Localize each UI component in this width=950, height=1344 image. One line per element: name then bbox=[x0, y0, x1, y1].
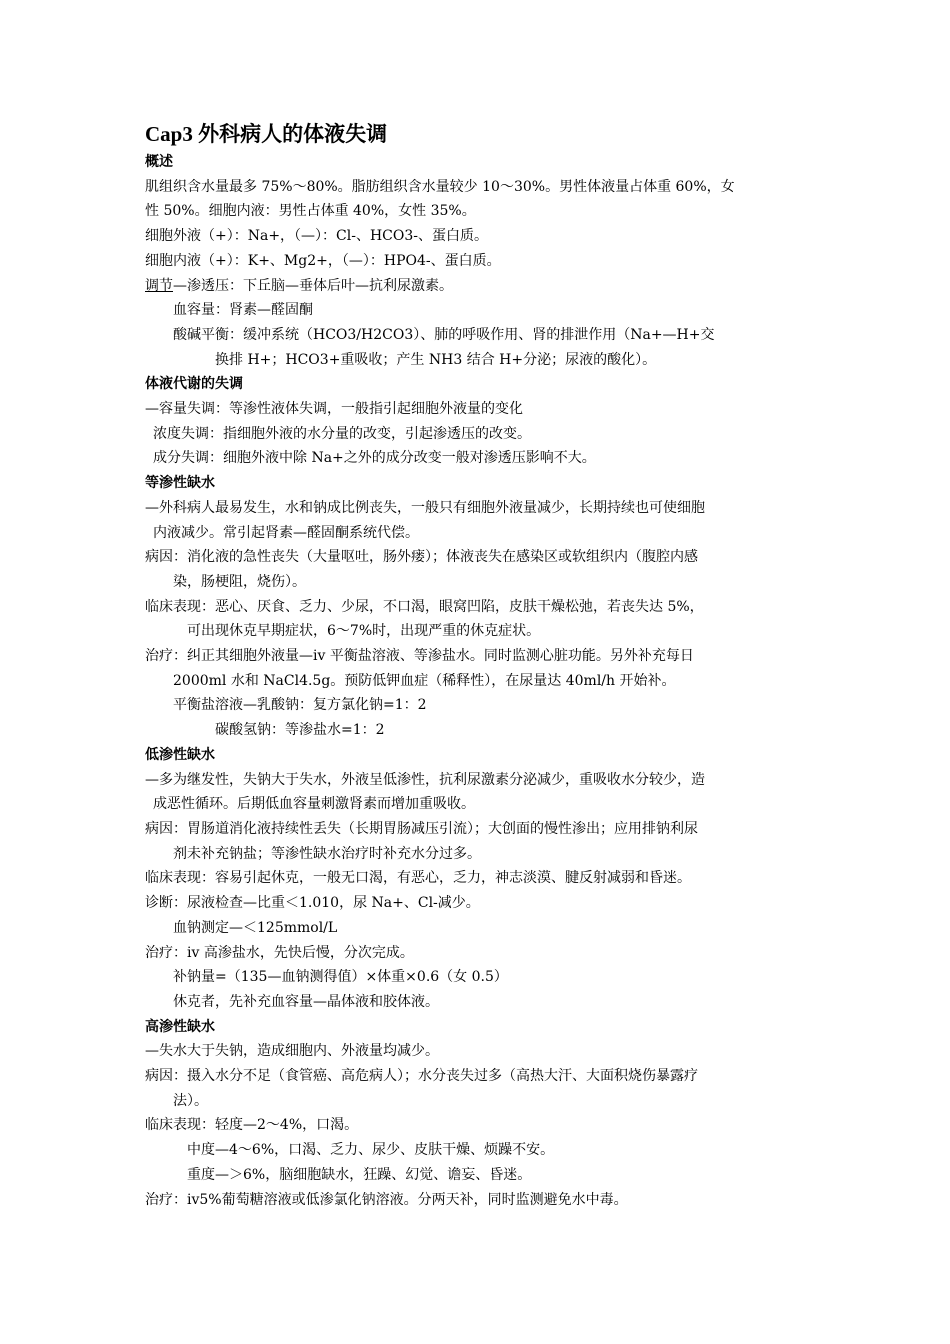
text-line: 病因：胃肠道消化液持续性丢失（长期胃肠减压引流）；大创面的慢性渗出；应用排钠利尿 bbox=[145, 820, 698, 837]
text-line: 剂未补充钠盐；等渗性缺水治疗时补充水分过多。 bbox=[173, 845, 481, 862]
regulation-text: —渗透压：下丘脑—垂体后叶—抗利尿激素。 bbox=[173, 277, 453, 294]
text-line: 临床表现：容易引起休克，一般无口渴，有恶心，乏力，神志淡漠、腱反射减弱和昏迷。 bbox=[145, 870, 691, 887]
text-line: 临床表现：轻度—2～4%，口渴。 bbox=[145, 1117, 359, 1134]
section-heading-hypotonic: 低渗性缺水 bbox=[145, 746, 215, 763]
text-line: 细胞外液（+）：Na+，（—）：Cl-、HCO3-、蛋白质。 bbox=[145, 228, 489, 245]
text-line: 浓度失调：指细胞外液的水分量的改变，引起渗透压的改变。 bbox=[153, 425, 531, 442]
text-line: 肌组织含水量最多 75%～80%。脂肪组织含水量较少 10～30%。男性体液量占体重 60%，女 bbox=[145, 178, 735, 195]
section-heading-hypertonic: 高渗性缺水 bbox=[145, 1018, 215, 1035]
text-line: 休克者，先补充血容量—晶体液和胶体液。 bbox=[173, 993, 439, 1010]
text-line: —容量失调：等渗性液体失调，一般指引起细胞外液量的变化 bbox=[145, 401, 523, 418]
text-line: 酸碱平衡：缓冲系统（HCO3/H2CO3）、肺的呼吸作用、肾的排泄作用（Na+—H+交 bbox=[173, 326, 715, 343]
text-line: 中度—4～6%，口渴、乏力、尿少、皮肤干燥、烦躁不安。 bbox=[187, 1142, 555, 1159]
text-line: 重度—＞6%，脑细胞缺水，狂躁、幻觉、谵妄、昏迷。 bbox=[187, 1166, 532, 1183]
text-line: 性 50%。细胞内液：男性占体重 40%，女性 35%。 bbox=[145, 203, 476, 220]
text-line: 血容量：肾素—醛固酮 bbox=[173, 302, 313, 319]
text-line: 治疗：纠正其细胞外液量—iv 平衡盐溶液、等渗盐水。同时监测心脏功能。另外补充每日 bbox=[145, 648, 694, 665]
text-line-regulation bbox=[145, 274, 815, 299]
text-line: 成分失调：细胞外液中除 Na+之外的成分改变一般对渗透压影响不大。 bbox=[153, 450, 596, 467]
text-line: 诊断：尿液检查—比重＜1.010，尿 Na+、Cl-减少。 bbox=[145, 895, 480, 912]
section-heading-metabolism: 体液代谢的失调 bbox=[145, 376, 243, 393]
text-line: 法）。 bbox=[173, 1092, 208, 1109]
text-line: 可出现休克早期症状，6～7%时，出现严重的休克症状。 bbox=[187, 623, 541, 640]
document-page bbox=[145, 118, 815, 1212]
text-line: —外科病人最易发生，水和钠成比例丧失，一般只有细胞外液量减少，长期持续也可使细胞 bbox=[145, 499, 705, 516]
text-line: 内液减少。常引起肾素—醛固酮系统代偿。 bbox=[153, 524, 419, 541]
document-title: Cap3 外科病人的体液失调 bbox=[145, 122, 388, 146]
text-line: 病因：消化液的急性丧失（大量呕吐，肠外瘘）；体液丧失在感染区或软组织内（腹腔内感 bbox=[145, 549, 698, 566]
text-line: 病因：摄入水分不足（食管癌、高危病人）；水分丧失过多（高热大汗、大面积烧伤暴露疗 bbox=[145, 1068, 698, 1085]
text-line: 染，肠梗阻，烧伤）。 bbox=[173, 573, 306, 590]
regulation-label: 调节 bbox=[145, 277, 173, 294]
text-line: 治疗：iv 高渗盐水，先快后慢，分次完成。 bbox=[145, 944, 414, 961]
section-heading-overview: 概述 bbox=[145, 154, 173, 170]
text-line: —失水大于失钠，造成细胞内、外液量均减少。 bbox=[145, 1043, 439, 1060]
section-heading-isotonic: 等渗性缺水 bbox=[145, 475, 215, 492]
text-line: 换排 H+；HCO3+重吸收；产生 NH3 结合 H+分泌；尿液的酸化）。 bbox=[215, 351, 657, 368]
text-line: 补钠量=（135—血钠测得值）×体重×0.6（女 0.5） bbox=[173, 969, 508, 986]
text-line: 临床表现：恶心、厌食、乏力、少尿，不口渴，眼窝凹陷，皮肤干燥松弛，若丧失达 5%， bbox=[145, 598, 704, 615]
text-line: 成恶性循环。后期低血容量刺激肾素而增加重吸收。 bbox=[153, 796, 475, 813]
text-line: 细胞内液（+）：K+、Mg2+，（—）：HPO4-、蛋白质。 bbox=[145, 252, 501, 269]
text-line: 平衡盐溶液—乳酸钠：复方氯化钠=1：2 bbox=[173, 697, 427, 714]
text-line: 血钠测定—＜125mmol/L bbox=[173, 919, 338, 936]
text-line: —多为继发性，失钠大于失水，外液呈低渗性，抗利尿激素分泌减少，重吸收水分较少，造 bbox=[145, 771, 705, 788]
text-line: 碳酸氢钠：等渗盐水=1：2 bbox=[215, 722, 385, 739]
text-line: 治疗：iv5%葡萄糖溶液或低渗氯化钠溶液。分两天补，同时监测避免水中毒。 bbox=[145, 1191, 628, 1208]
text-line: 2000ml 水和 NaCl4.5g。预防低钾血症（稀释性），在尿量达 40ml/h 开始补。 bbox=[173, 672, 676, 689]
